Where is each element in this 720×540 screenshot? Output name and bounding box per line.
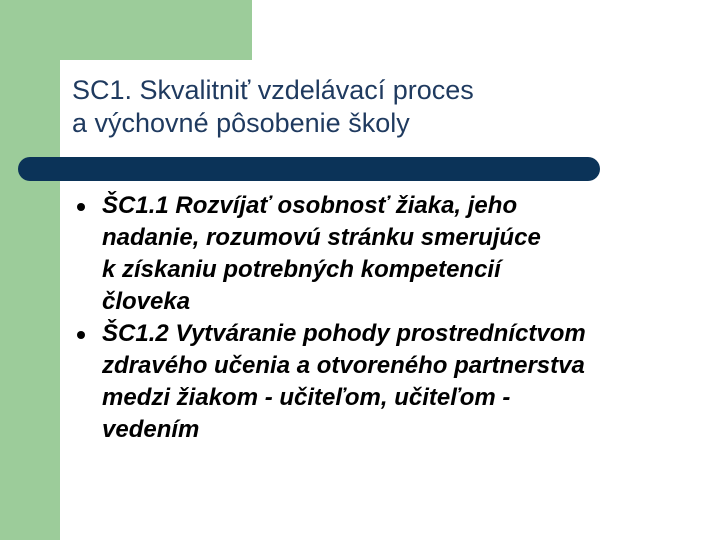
title-underline-bar xyxy=(18,157,600,181)
bullet-item-2 xyxy=(72,318,712,446)
slide-title-line-2: a výchovné pôsobenie školy xyxy=(72,108,410,138)
slide-title xyxy=(72,74,692,140)
bullet-text-1: ŠC1.1 Rozvíjať osobnosť žiaka, jeho nadanie, rozumovú stránku smerujúce k získaniu potrebných kompetencií človeka xyxy=(102,192,541,315)
bullet-item-1 xyxy=(72,190,712,318)
top-accent-block xyxy=(60,0,252,60)
slide-title-line-1: SC1. Skvalitniť vzdelávací proces xyxy=(72,75,474,105)
bullet-list xyxy=(72,190,712,446)
bullet-dot-icon xyxy=(77,331,85,339)
bullet-dot-icon xyxy=(77,203,85,211)
left-accent-band xyxy=(0,0,60,540)
bullet-text-2: ŠC1.2 Vytváranie pohody prostredníctvom zdravého učenia a otvoreného partnerstva medzi žiakom - učiteľom, učiteľom - vedením xyxy=(102,320,586,443)
